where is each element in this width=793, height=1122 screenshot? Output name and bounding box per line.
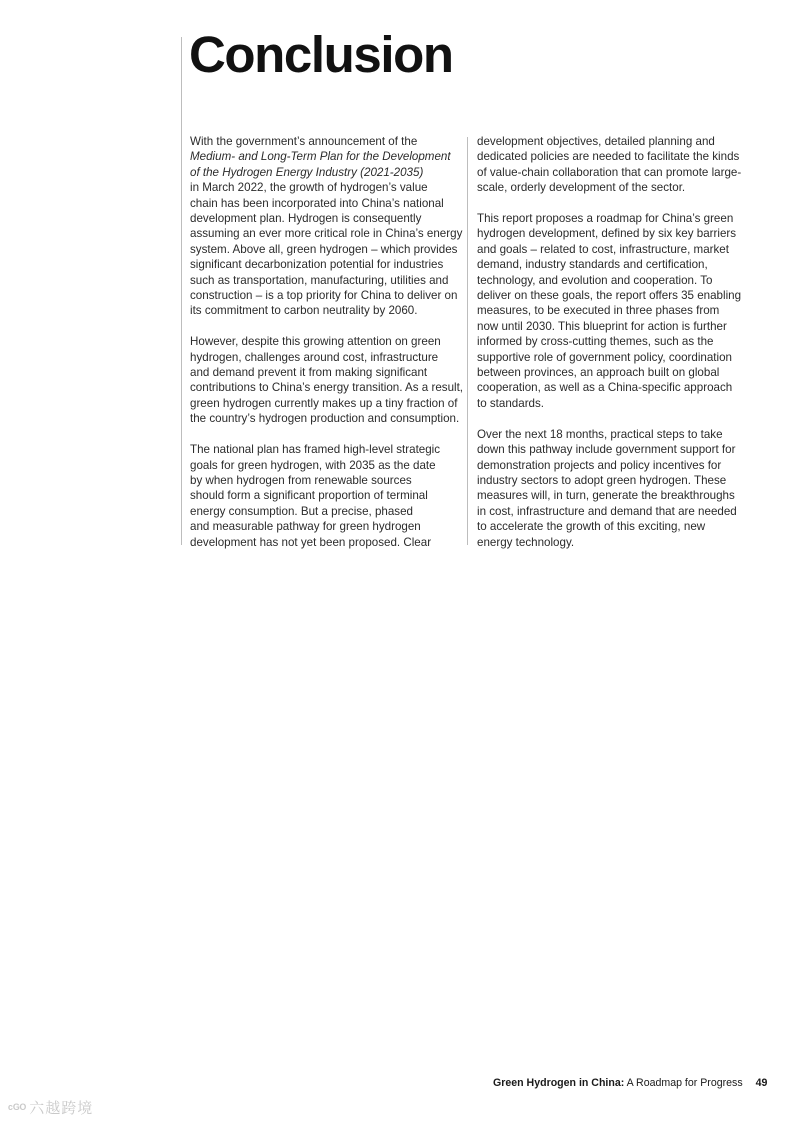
text-line: down this pathway include government support for xyxy=(477,443,736,457)
text-line: technology, and evolution and cooperation. To xyxy=(477,273,713,287)
text-line: Over the next 18 months, practical steps to take xyxy=(477,427,723,441)
text-line: and demand prevent it from making significant xyxy=(190,366,428,380)
text-line: development has not yet been proposed. Clear xyxy=(190,535,432,549)
text-line: significant decarbonization potential for industries xyxy=(190,258,444,272)
text-line: to accelerate the growth of this exciting, new xyxy=(477,520,706,534)
text-line: and measurable pathway for green hydrogen xyxy=(190,520,421,534)
text-line: However, despite this growing attention on green xyxy=(190,335,441,349)
footer-subtitle: A Roadmap for Progress xyxy=(626,1077,743,1089)
page-number: 49 xyxy=(755,1077,768,1089)
text-line: supportive role of government policy, coordination xyxy=(477,350,732,364)
column-divider-rule xyxy=(467,137,468,545)
text-line: scale, orderly development of the sector. xyxy=(477,181,686,195)
text-line: measures, to be executed in three phases from xyxy=(477,304,720,318)
text-line: in March 2022, the growth of hydrogen’s value xyxy=(190,181,428,195)
text-line: informed by cross-cutting themes, such as the xyxy=(477,335,714,349)
text-line: This report proposes a roadmap for China’s green xyxy=(477,212,734,226)
text-line: goals for green hydrogen, with 2035 as the date xyxy=(190,458,436,472)
text-line: deliver on these goals, the report offers 35 enabling xyxy=(477,289,742,303)
left-paragraph-3 xyxy=(190,442,460,550)
watermark xyxy=(8,1097,93,1118)
right-paragraph-1 xyxy=(477,134,747,196)
text-line: energy technology. xyxy=(477,535,575,549)
text-line: its commitment to carbon neutrality by 2060. xyxy=(190,304,418,318)
text-line: contributions to China’s energy transition. As a result, xyxy=(190,381,464,395)
right-paragraph-3 xyxy=(477,427,747,550)
text-line: by when hydrogen from renewable sources xyxy=(190,473,412,487)
right-column xyxy=(477,134,747,550)
title-divider-rule xyxy=(181,37,182,545)
text-line: assuming an ever more critical role in China’s energy xyxy=(190,227,463,241)
text-line: industry sectors to adopt green hydrogen. These xyxy=(477,473,727,487)
text-line: of value-chain collaboration that can promote large- xyxy=(477,165,742,179)
footer-report-title: Green Hydrogen in China: xyxy=(493,1077,625,1089)
text-line: hydrogen, challenges around cost, infrastructure xyxy=(190,350,439,364)
left-column xyxy=(190,134,464,550)
text-line: and goals – related to cost, infrastructure, market xyxy=(477,242,729,256)
text-line: Medium- and Long-Term Plan for the Development xyxy=(190,150,451,164)
text-line: development plan. Hydrogen is consequently xyxy=(190,212,422,226)
text-line: cooperation, as well as a China-specific approach xyxy=(477,381,733,395)
text-line: to standards. xyxy=(477,396,545,410)
text-line: With the government’s announcement of the xyxy=(190,135,418,148)
text-line: green hydrogen currently makes up a tiny fraction of xyxy=(190,396,458,410)
text-line: such as transportation, manufacturing, utilities and xyxy=(190,273,449,287)
text-line: development objectives, detailed planning and xyxy=(477,135,715,148)
page-title: Conclusion xyxy=(189,26,453,83)
text-line: demonstration projects and policy incentives for xyxy=(477,458,722,472)
page-footer xyxy=(493,1077,767,1089)
text-line: construction – is a top priority for China to deliver on xyxy=(190,289,458,303)
watermark-logo-icon: ᶜᴳᴼ xyxy=(8,1101,27,1116)
right-paragraph-2 xyxy=(477,211,747,411)
text-line: in cost, infrastructure and demand that are needed xyxy=(477,504,737,518)
text-line: should form a significant proportion of terminal xyxy=(190,489,428,503)
left-paragraph-2 xyxy=(190,334,464,426)
text-line: hydrogen development, defined by six key barriers xyxy=(477,227,737,241)
text-line: energy consumption. But a precise, phased xyxy=(190,504,413,518)
watermark-text: 六越跨境 xyxy=(29,1100,94,1117)
text-line: The national plan has framed high-level strategic xyxy=(190,443,441,457)
text-line: dedicated policies are needed to facilitate the kinds xyxy=(477,150,740,164)
text-line: demand, industry standards and certification, xyxy=(477,258,708,272)
text-line: the country’s hydrogen production and consumption. xyxy=(190,412,460,426)
text-line: between provinces, an approach built on global xyxy=(477,366,720,380)
text-line: measures will, in turn, generate the breakthroughs xyxy=(477,489,735,503)
text-line: now until 2030. This blueprint for action is further xyxy=(477,319,727,333)
text-line: system. Above all, green hydrogen – which provides xyxy=(190,242,458,256)
text-line: of the Hydrogen Energy Industry (2021-2035) xyxy=(190,165,424,179)
left-paragraph-1 xyxy=(190,134,463,319)
text-line: chain has been incorporated into China’s national xyxy=(190,196,444,210)
